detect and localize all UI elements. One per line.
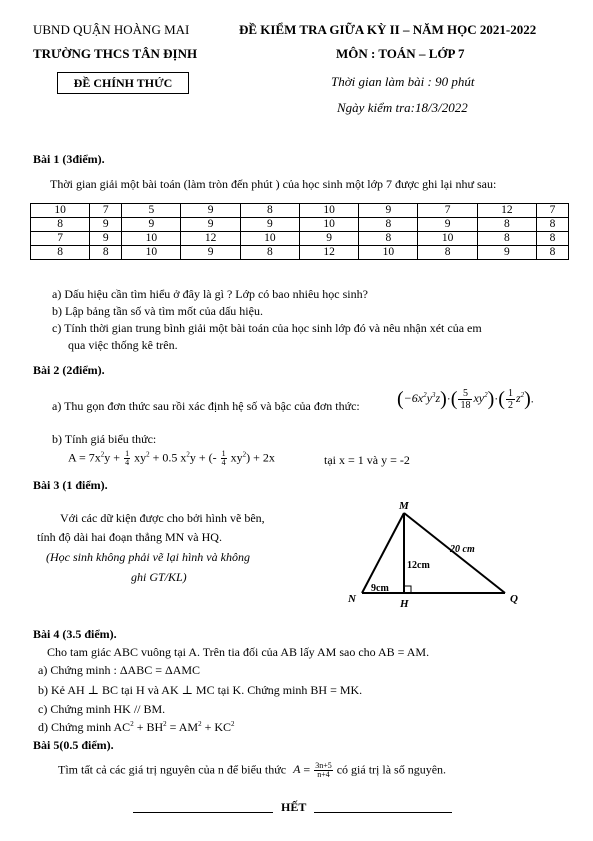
bai4-question-d: d) Chứng minh $AC^2 + BH^2 = AM^2 + KC^2$ xyxy=(38,720,235,734)
segment-mn xyxy=(362,513,404,593)
district-name: UBND QUẬN HOÀNG MAI xyxy=(33,22,190,37)
subject-line: MÔN : TOÁN – LỚP 7 xyxy=(336,46,465,61)
table-cell: 12 xyxy=(299,246,358,260)
table-cell: 8 xyxy=(477,232,536,246)
table-cell: 9 xyxy=(477,246,536,260)
table-row xyxy=(31,232,569,246)
bai4-intro: Cho tam giác ABC vuông tại A. Trên tia đối của AB lấy AM sao cho AB = AM. xyxy=(47,645,430,659)
end-marker: HẾT xyxy=(281,800,307,814)
label-m: M xyxy=(399,500,409,512)
evaluation-condition: tại x = 1 và y = -2 xyxy=(324,453,410,467)
table-cell: 8 xyxy=(359,232,418,246)
table-row xyxy=(31,204,569,218)
label-mh-length: 12cm xyxy=(407,560,430,571)
table-row xyxy=(31,246,569,260)
bai3-line3: (Học sinh không phải vẽ lại hình và không xyxy=(46,550,250,564)
footer-line-right xyxy=(314,812,452,813)
table-cell: 8 xyxy=(90,246,122,260)
label-mq-length: 20 cm xyxy=(450,544,475,555)
bai4-question-a: a) Chứng minh : ΔABC = ΔAMC xyxy=(38,663,201,677)
table-cell: 8 xyxy=(359,218,418,232)
monomial-expression: $(-6x^2y^3z)\cdot$( $\frac{5}{18}$ $xy^2)\cdot$( $\frac{1}{2}$ $z^2$). xyxy=(397,388,534,411)
bai1-question-a: a) Dấu hiệu cần tìm hiểu ở đây là gì ? Lớp có bao nhiêu học sinh? xyxy=(52,287,368,301)
table-cell: 8 xyxy=(240,246,299,260)
bai3-line4: ghi GT/KL) xyxy=(131,570,187,584)
table-cell: 10 xyxy=(359,246,418,260)
bai5-text-after: có giá trị là số nguyên. xyxy=(336,762,447,777)
table-cell: 12 xyxy=(181,232,240,246)
bai1-question-c: c) Tính thời gian trung bình giải một bài toán của học sinh lớp đó và nêu nhận xét của em xyxy=(52,321,482,335)
table-cell: 12 xyxy=(477,204,536,218)
table-cell: 9 xyxy=(90,218,122,232)
label-q: Q xyxy=(510,593,518,605)
table-cell: 8 xyxy=(31,218,90,232)
table-cell: 8 xyxy=(536,218,568,232)
table-cell: 10 xyxy=(299,204,358,218)
table-cell: 9 xyxy=(181,204,240,218)
table-cell: 7 xyxy=(31,232,90,246)
table-cell: 10 xyxy=(31,204,90,218)
bai3-line2: tính độ dài hai đoạn thẳng MN và HQ. xyxy=(37,530,222,544)
bai2-title: Bài 2 (2điểm). xyxy=(33,363,105,377)
bai1-question-b: b) Lập bảng tần số và tìm mốt của dấu hiệu. xyxy=(52,304,263,318)
triangle-figure xyxy=(340,495,530,615)
bai3-line1: Với các dữ kiện được cho bởi hình vẽ bên, xyxy=(60,511,265,525)
table-cell: 9 xyxy=(90,232,122,246)
table-row xyxy=(31,218,569,232)
bai5-text-before: Tìm tất cả các giá trị nguyên của n để biểu thức xyxy=(58,762,287,777)
table-cell: 8 xyxy=(536,246,568,260)
bai1-title: Bài 1 (3điểm). xyxy=(33,152,105,166)
bai4-title: Bài 4 (3.5 điểm). xyxy=(33,627,117,641)
table-cell: 9 xyxy=(240,218,299,232)
table-cell: 10 xyxy=(299,218,358,232)
bai3-title: Bài 3 (1 điểm). xyxy=(33,478,108,492)
table-cell: 8 xyxy=(31,246,90,260)
evaluation-expression: $A = 7x^2y$ + $\frac{1}{4}$ $xy^2 + 0.5$ $x^2y$ + (- $\frac{1}{4}$ $xy^2) + 2x$ xyxy=(68,449,275,467)
table-cell: 8 xyxy=(536,232,568,246)
bai1-question-c-cont: qua việc thống kê trên. xyxy=(68,338,178,352)
table-cell: 10 xyxy=(122,232,181,246)
bai4-question-c: c) Chứng minh HK // BM. xyxy=(38,702,166,716)
table-cell: 9 xyxy=(181,246,240,260)
table-cell: 9 xyxy=(181,218,240,232)
bai2-question-b: b) Tính giá biểu thức: xyxy=(52,432,157,446)
table-cell: 10 xyxy=(240,232,299,246)
bai5-text: Tìm tất cả các giá trị nguyên của n để biểu thức A = $\frac{3n+5}{n+4}$ có giá trị là số nguyên. xyxy=(58,761,447,779)
duration-line: Thời gian làm bài : 90 phút xyxy=(331,74,475,89)
data-table xyxy=(30,203,569,260)
table-cell: 8 xyxy=(418,246,477,260)
table-cell: 10 xyxy=(418,232,477,246)
table-cell: 8 xyxy=(477,218,536,232)
table-cell: 7 xyxy=(536,204,568,218)
table-cell: 7 xyxy=(90,204,122,218)
footer-line-left xyxy=(133,812,273,813)
table-cell: 8 xyxy=(240,204,299,218)
bai1-intro: Thời gian giải một bài toán (làm tròn đến phút ) của học sinh một lớp 7 được ghi lại như sau: xyxy=(50,177,497,191)
exam-title: ĐỀ KIỂM TRA GIỮA KỲ II – NĂM HỌC 2021-2022 xyxy=(239,22,537,37)
bai2-question-a: a) Thu gọn đơn thức sau rồi xác định hệ số và bậc của đơn thức: xyxy=(52,399,360,413)
label-h: H xyxy=(400,598,409,610)
school-name: TRƯỜNG THCS TÂN ĐỊNH xyxy=(33,46,198,61)
table-cell: 7 xyxy=(418,204,477,218)
bai4-question-b: b) Kẻ AH ⊥ BC tại H và AK ⊥ MC tại K. Chứng minh BH = MK. xyxy=(38,683,363,697)
table-cell: 9 xyxy=(299,232,358,246)
table-cell: 5 xyxy=(122,204,181,218)
date-line: Ngày kiểm tra:18/3/2022 xyxy=(337,100,468,115)
label-n: N xyxy=(348,593,356,605)
label-nh-length: 9cm xyxy=(371,583,389,594)
table-cell: 9 xyxy=(122,218,181,232)
official-badge: ĐỀ CHÍNH THỨC xyxy=(57,72,189,94)
table-cell: 9 xyxy=(418,218,477,232)
right-angle-mark xyxy=(404,586,411,593)
table-cell: 10 xyxy=(122,246,181,260)
bai5-title: Bài 5(0.5 điểm). xyxy=(33,738,114,752)
table-cell: 9 xyxy=(359,204,418,218)
